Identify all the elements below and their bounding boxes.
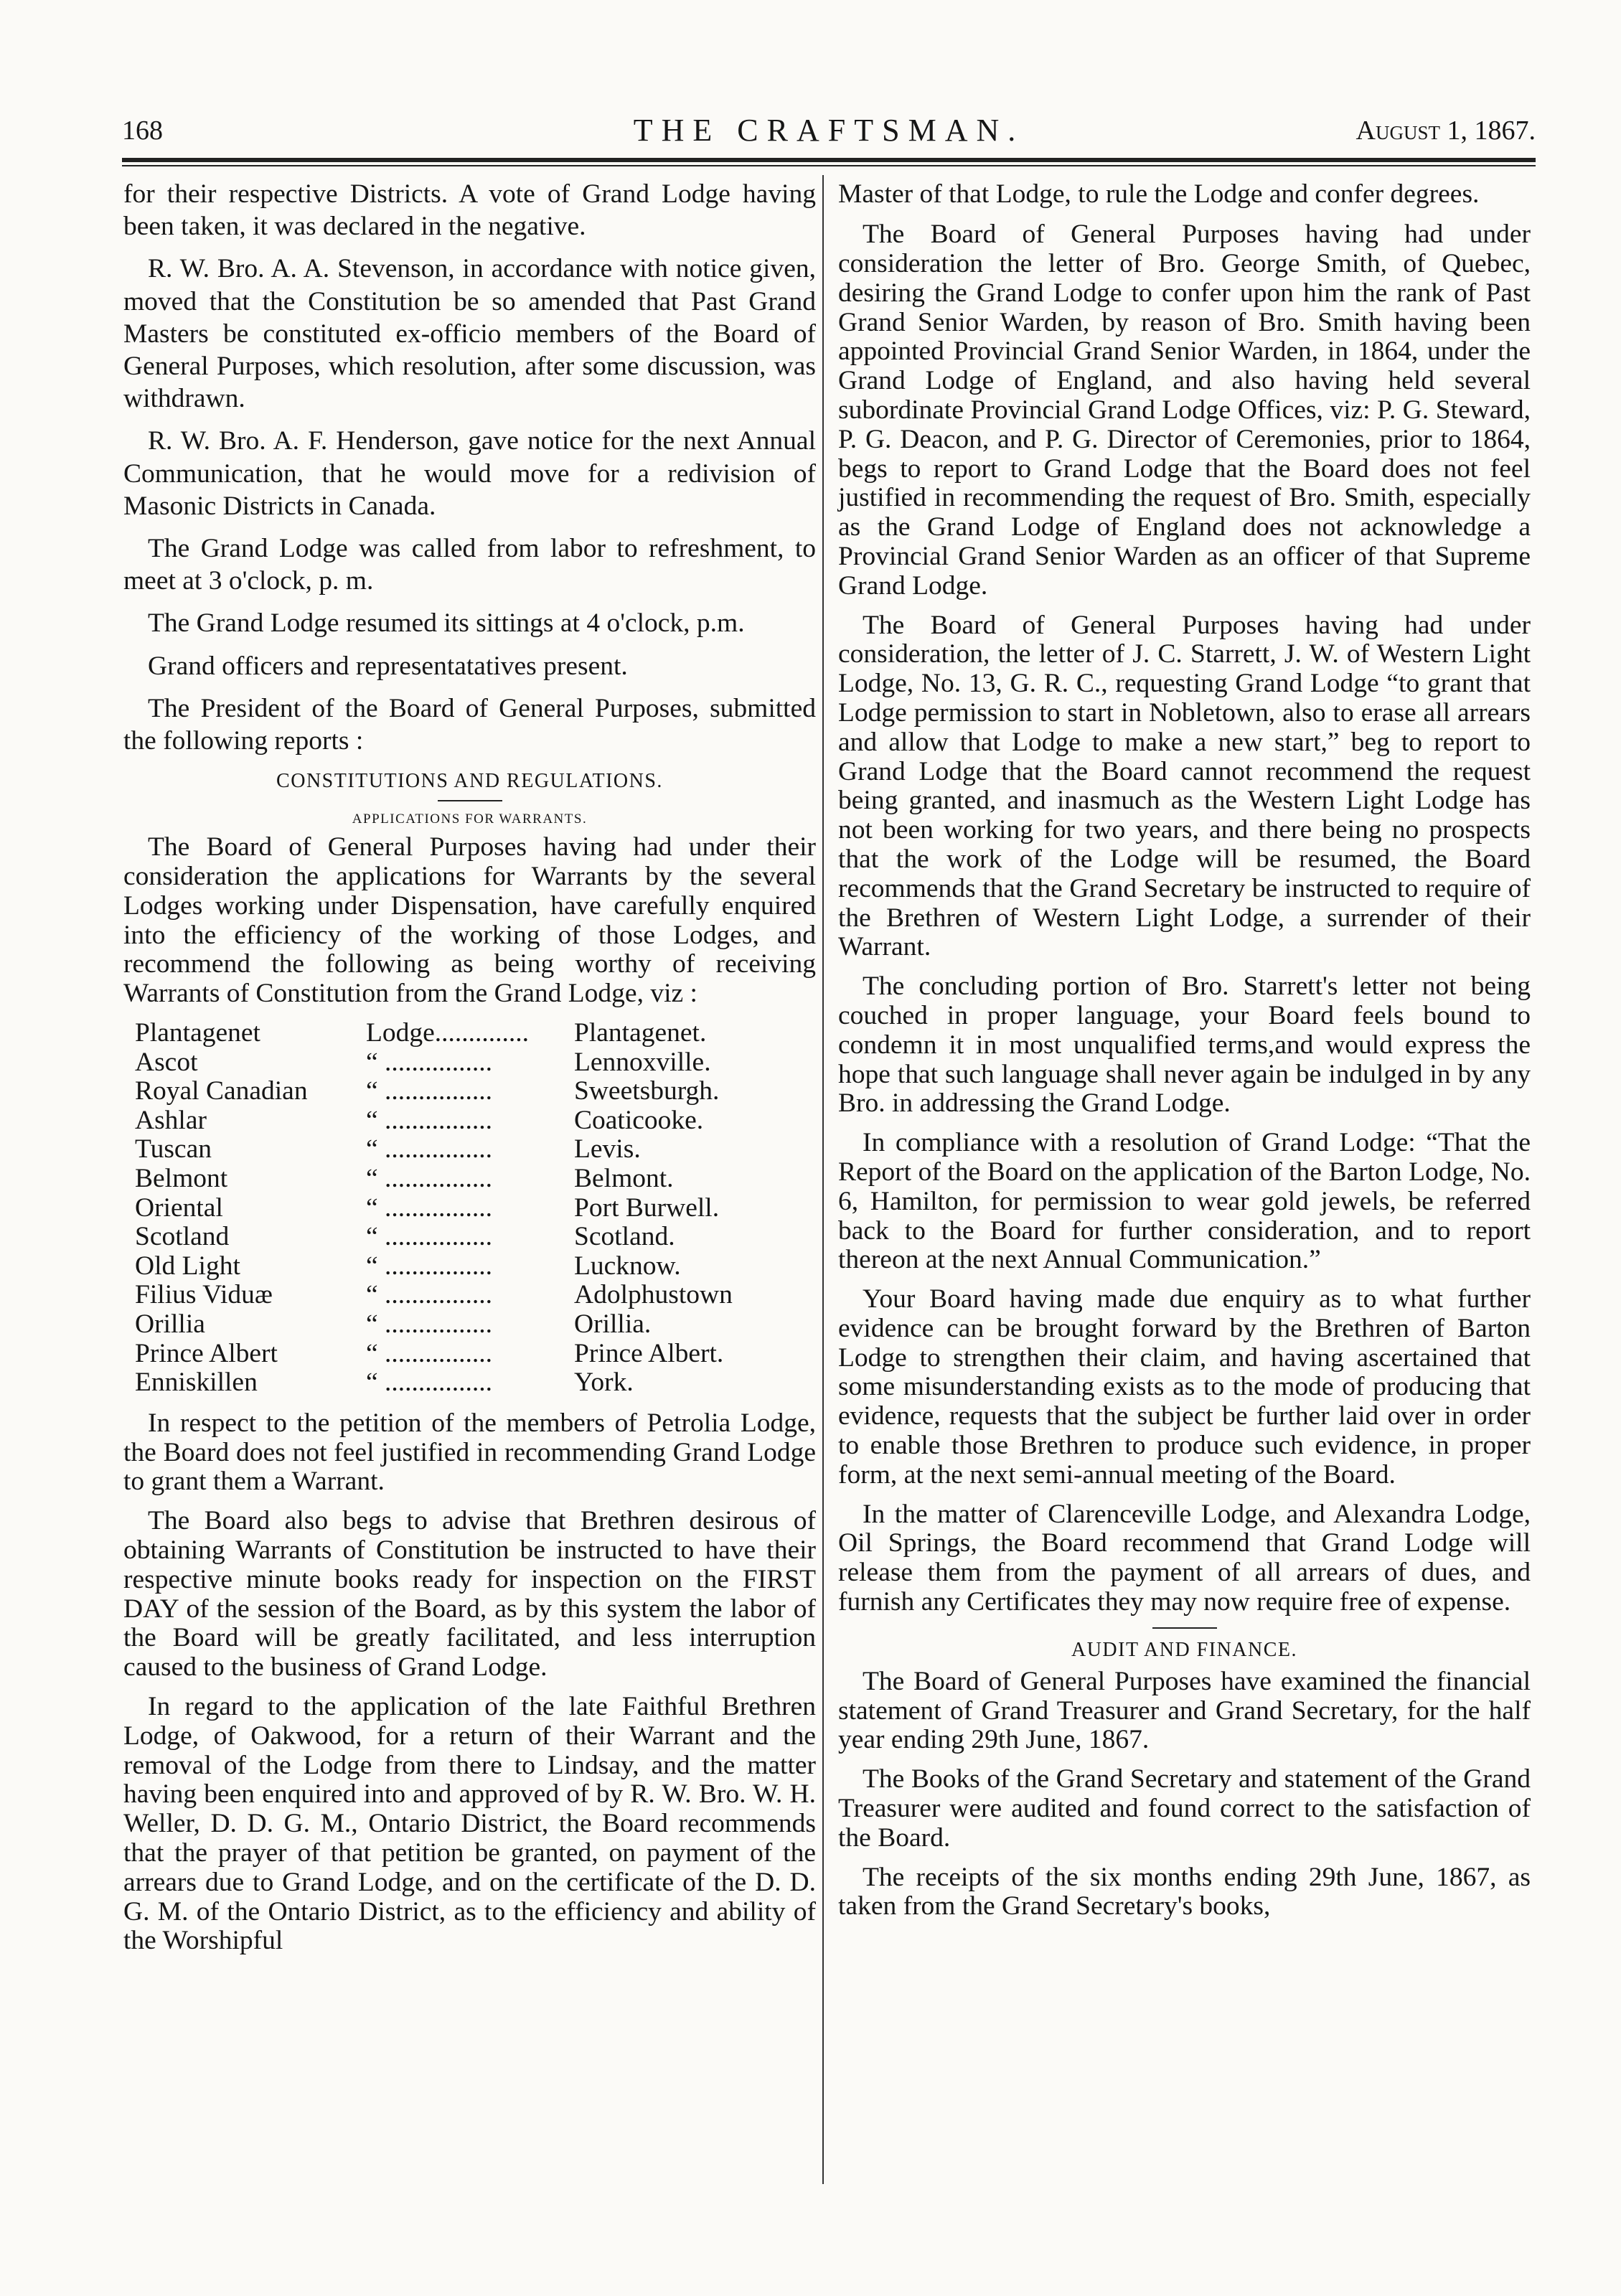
short-rule (438, 800, 502, 801)
paragraph: The receipts of the six months ending 29th June, 1867, as taken from the Grand Secretary's books, (838, 1862, 1531, 1921)
lodge-name: Plantagenet (135, 1018, 260, 1048)
lodge-leader: Lodge.............. (366, 1018, 530, 1048)
paragraph: The concluding portion of Bro. Starrett's letter not being couched in proper language, your Board feels bound to condemn it in most unqualified terms,and would express the hope that such language shall never again be indulged in by any Bro. in addressing the Grand Lodge. (838, 971, 1531, 1119)
running-header (122, 109, 1536, 152)
header-rule-thin (122, 165, 1536, 166)
lodge-name: Tuscan (135, 1134, 212, 1165)
lodge-row (135, 1135, 809, 1165)
paragraph: In regard to the application of the late Faithful Brethren Lodge, of Oakwood, for a return of their Warrant and the removal of the Lodge from there to Lindsay, and the matter having been enquired into and approved of by R. W. Bro. W. H. Weller, D. D. G. M., Ontario District, the Board recommends that the prayer of that petition be granted, on payment of the arrears due to Grand Lodge, and on the certificate of the D. D. G. M. of the Ontario District, as to the efficiency and ability of the Worshipful (123, 1691, 816, 1956)
lodge-leader: “ ................ (366, 1047, 493, 1077)
paragraph: In respect to the petition of the members of Petrolia Lodge, the Board does not feel justified in recommending Grand Lodge to grant them a Warrant. (123, 1408, 816, 1497)
left-column (123, 178, 816, 1966)
lodge-place: Belmont. (574, 1164, 674, 1193)
lodge-leader: “ ................ (366, 1338, 493, 1368)
lodge-name: Filius Viduæ (135, 1280, 273, 1310)
paragraph: The Board of General Purposes having had under consideration the letter of Bro. George Smith, of Quebec, desiring the Grand Lodge to confer upon him the rank of Past Grand Senior Warden, by reason of Bro. Smith having been appointed Provincial Grand Senior Warden, in 1864, under the Grand Lodge of England, and also having held several subordinate Provincial Grand Lodge Offices, viz: P. G. Steward, P. G. Deacon, and P. G. Director of Ceremonies, prior to 1864, begs to report to Grand Lodge that the Board does not feel justified in recommending the request of Bro. Smith, especially as the Grand Lodge of England does not acknowledge a Provincial Grand Senior Warden as an officer of that Supreme Grand Lodge. (838, 220, 1531, 601)
lodge-row (135, 1106, 809, 1136)
short-rule (1152, 1627, 1217, 1629)
sub-heading: APPLICATIONS FOR WARRANTS. (352, 811, 588, 827)
header-rule (122, 158, 1536, 162)
lodge-leader: “ ................ (366, 1280, 493, 1310)
lodge-leader: “ ................ (366, 1164, 493, 1193)
paragraph: The Grand Lodge was called from labor to refreshment, to meet at 3 o'clock, p. m. (123, 534, 816, 596)
lodge-place: Port Burwell. (574, 1192, 720, 1223)
lodge-row (135, 1077, 809, 1106)
lodge-place: Prince Albert. (574, 1338, 724, 1368)
paragraph: R. W. Bro. A. F. Henderson, gave notice for the next Annual Communication, that he would move for a redivision of Masonic Districts in Canada. (123, 426, 816, 521)
lodge-name: Scotland (135, 1222, 230, 1252)
lodge-row (135, 1252, 809, 1281)
lodge-name: Royal Canadian (135, 1076, 308, 1106)
issue-date: August 1, 1867. (1355, 116, 1536, 146)
lodge-place: Lennoxville. (574, 1047, 711, 1077)
lodge-row (135, 1194, 809, 1223)
journal-title: THE CRAFTSMAN. (633, 113, 1025, 148)
lodge-leader: “ ................ (366, 1105, 493, 1135)
lodge-name: Orillia (135, 1309, 205, 1339)
paragraph: The Board of General Purposes have examined the financial statement of Grand Treasurer and Grand Secretary, for the half year ending 29th June, 1867. (838, 1666, 1531, 1755)
paragraph: Your Board having made due enquiry as to what further evidence can be brought forward by the Brethren of Barton Lodge to strengthen their claim, and having ascertained that some misunderstanding exists as to the mode of producing that evidence, requests that the subject be further laid over in order to enable those Brethren to produce such evidence, in proper form, at the next semi-annual meeting of the Board. (838, 1284, 1531, 1490)
lodge-leader: “ ................ (366, 1222, 493, 1252)
column-divider (822, 175, 824, 2184)
paragraph: In compliance with a resolution of Grand Lodge: “That the Report of the Board on the application of the Barton Lodge, No. 6, Hamilton, for permission to wear gold jewels, be referred back to the Board for further consideration, and to report thereon at the next Annual Communication.” (838, 1128, 1531, 1275)
paragraph: In the matter of Clarenceville Lodge, and Alexandra Lodge, Oil Springs, the Board recommend that Grand Lodge will release them from the payment of all arrears of dues, and furnish any Certificates they may now require free of expense. (838, 1499, 1531, 1617)
lodge-row (135, 1019, 809, 1048)
paragraph: Grand officers and representatatives present. (148, 651, 628, 681)
page-number: 168 (122, 116, 163, 146)
lodge-name: Enniskillen (135, 1368, 258, 1398)
lodge-name: Prince Albert (135, 1338, 278, 1368)
lodge-row (135, 1340, 809, 1369)
paragraph: Master of that Lodge, to rule the Lodge and confer degrees. (838, 179, 1480, 209)
lodge-leader: “ ................ (366, 1076, 493, 1106)
section-heading: CONSTITUTIONS AND REGULATIONS. (276, 770, 663, 793)
lodge-row (135, 1048, 809, 1078)
lodge-place: Plantagenet. (574, 1018, 707, 1048)
lodge-place: Scotland. (574, 1222, 675, 1252)
lodge-row (135, 1165, 809, 1194)
lodge-place: Coaticooke. (574, 1105, 704, 1135)
lodge-place: Orillia. (574, 1309, 652, 1339)
paragraph: The Books of the Grand Secretary and statement of the Grand Treasurer were audited and found correct to the satisfaction of the Board. (838, 1764, 1531, 1853)
lodge-leader: “ ................ (366, 1192, 493, 1223)
paragraph: R. W. Bro. A. A. Stevenson, in accordance with notice given, moved that the Constitution be so amended that Past Grand Masters be constituted ex-officio members of the Board of General Purposes, which resolution, after some discussion, was withdrawn. (123, 254, 816, 414)
lodge-list (135, 1019, 809, 1398)
lodge-name: Ashlar (135, 1105, 207, 1135)
lodge-row (135, 1310, 809, 1340)
lodge-leader: “ ................ (366, 1251, 493, 1281)
lodge-place: Levis. (574, 1134, 641, 1165)
paragraph: The President of the Board of General Purposes, submitted the following reports : (123, 693, 816, 756)
lodge-row (135, 1223, 809, 1252)
paragraph: The Board of General Purposes having had under consideration, the letter of J. C. Starrett, J. W. of Western Light Lodge, No. 13, G. R. C., requesting Grand Lodge “to grant that Lodge permission to start in Nobletown, also to erase all arrears and allow that Lodge to make a new start,” beg to report to Grand Lodge that the Board cannot recommend the request being granted, and inasmuch as the Western Light Lodge has not been working for two years, and there being no prospects that the work of the Lodge will be resumed, the Board recommends that the Grand Secretary be instructed to require of the Brethren of Western Light Lodge, a surrender of their Warrant. (838, 610, 1531, 962)
paragraph: The Board of General Purposes having had under their consideration the applications for Warrants by the several Lodges working under Dispensation, have carefully enquired into the efficiency of the working of those Lodges, and recommend the following as being worthy of receiving Warrants of Constitution from the Grand Lodge, viz : (123, 832, 816, 1009)
lodge-leader: “ ................ (366, 1368, 493, 1398)
lodge-place: Sweetsburgh. (574, 1076, 720, 1106)
lodge-name: Ascot (135, 1047, 198, 1077)
paragraph: The Grand Lodge resumed its sittings at 4 o'clock, p.m. (148, 608, 745, 639)
lodge-name: Belmont (135, 1164, 228, 1193)
lodge-place: Adolphustown (574, 1280, 733, 1310)
paragraph: for their respective Districts. A vote of Grand Lodge having been taken, it was declared in the negative. (123, 179, 816, 242)
lodge-place: Lucknow. (574, 1251, 681, 1281)
paragraph: The Board also begs to advise that Brethren desirous of obtaining Warrants of Constitution be instructed to have their respective minute books ready for inspection on the FIRST DAY of the session of the Board, as by this system the labor of the Board will be greatly facilitated, and less interruption caused to the business of Grand Lodge. (123, 1506, 816, 1683)
right-column (838, 178, 1531, 1932)
lodge-name: Old Light (135, 1251, 240, 1281)
lodge-place: York. (574, 1368, 634, 1398)
lodge-row (135, 1368, 809, 1398)
lodge-leader: “ ................ (366, 1309, 493, 1339)
lodge-row (135, 1281, 809, 1310)
lodge-leader: “ ................ (366, 1134, 493, 1165)
lodge-name: Oriental (135, 1192, 223, 1223)
section-heading: AUDIT AND FINANCE. (1071, 1638, 1298, 1661)
